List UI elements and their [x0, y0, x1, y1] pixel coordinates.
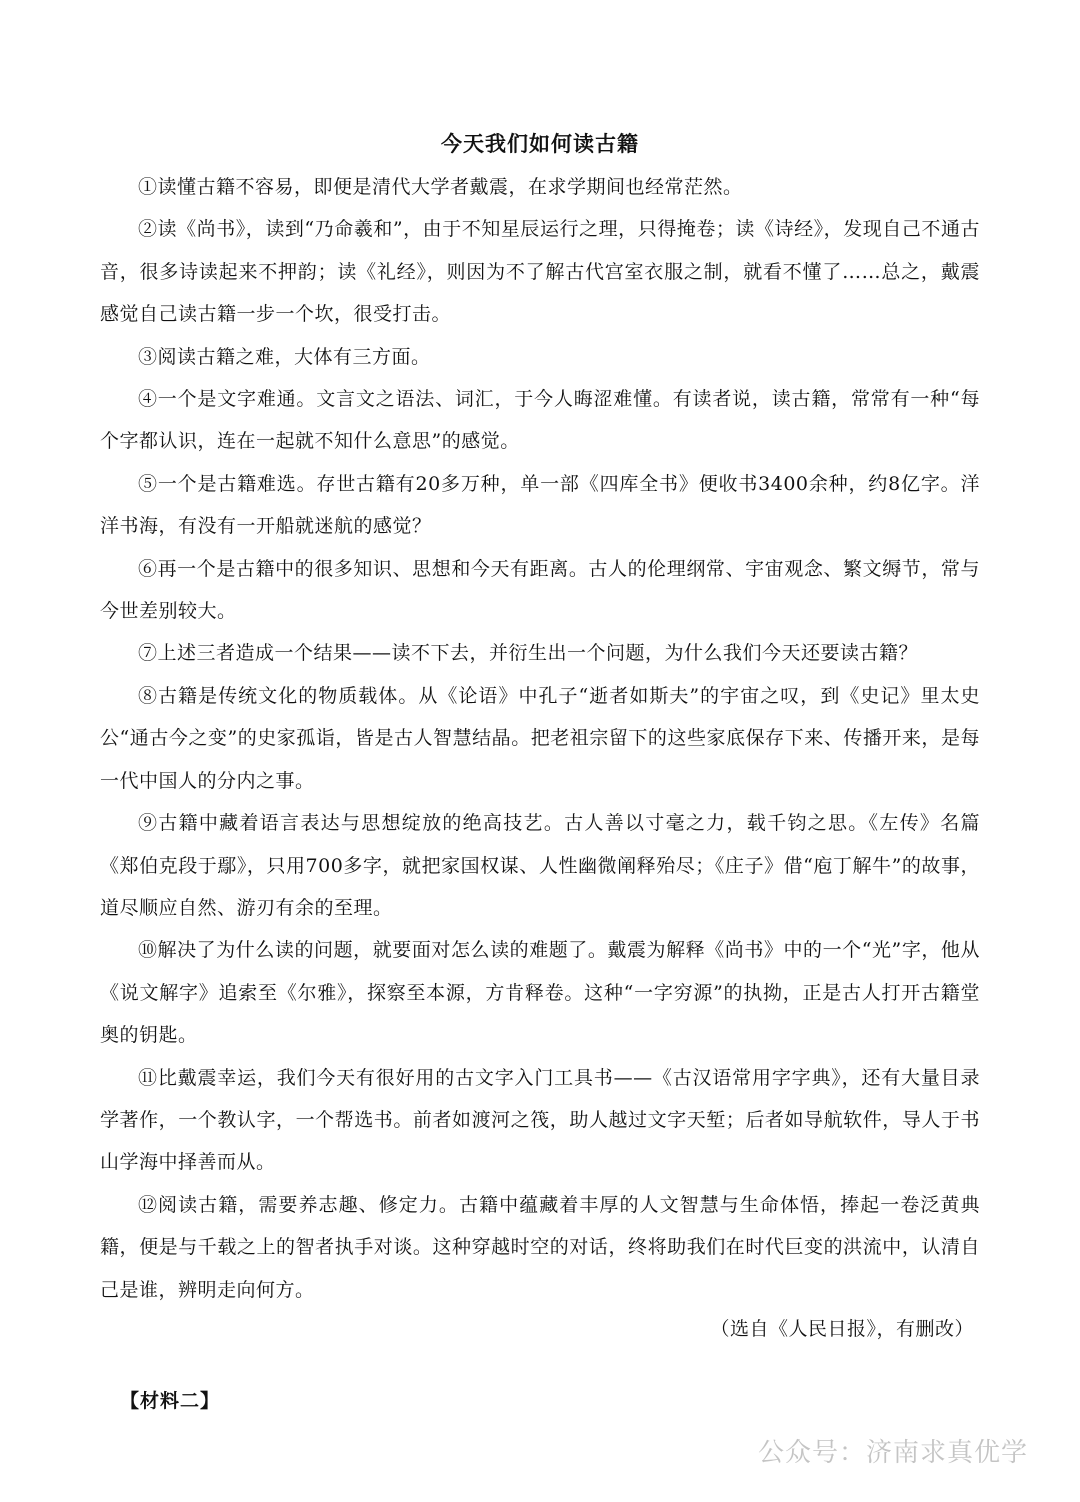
- paragraph-7: ⑦上述三者造成一个结果——读不下去，并衍生出一个问题，为什么我们今天还要读古籍？: [138, 642, 919, 665]
- article-source: （选自《人民日报》，有删改）: [710, 1318, 974, 1340]
- paragraph-2: ②读《尚书》，读到“乃命羲和”，由于不知星辰运行之理，只得掩卷；读《诗经》，发现自己不通古音，很多诗读起来不押韵；读《礼经》，则因为不了解古代宫室衣服之制，就看不懂了……总之，戴震感觉自己读古籍一步一个坎，很受打击。: [100, 218, 980, 326]
- paragraph-9: ⑨古籍中藏着语言表达与思想绽放的绝高技艺。古人善以寸毫之力，载千钧之思。《左传》名篇《郑伯克段于鄢》，只用700多字，就把家国权谋、人性幽微阐释殆尽；《庄子》借“庖丁解牛”的故事，道尽顺应自然、游刃有余的至理。: [100, 812, 980, 919]
- article-body: [100, 166, 980, 1311]
- paragraph-10: ⑩解决了为什么读的问题，就要面对怎么读的难题了。戴震为解释《尚书》中的一个“光”字，他从《说文解字》追索至《尔雅》，探察至本源，方肯释卷。这种“一字穷源”的执拗，正是古人打开古籍堂奥的钥匙。: [100, 939, 980, 1047]
- paragraph-12: ⑫阅读古籍，需要养志趣、修定力。古籍中蕴藏着丰厚的人文智慧与生命体悟，捧起一卷泛黄典籍，便是与千载之上的智者执手对谈。这种穿越时空的对话，终将助我们在时代巨变的洪流中，认清自己是谁，辨明走向何方。: [100, 1193, 980, 1301]
- paragraph-11: ⑪比戴震幸运，我们今天有很好用的古文字入门工具书——《古汉语常用字字典》，还有大量目录学著作，一个教认字，一个帮选书。前者如渡河之筏，助人越过文字天堑；后者如导航软件，导人于书山学海中择善而从。: [100, 1066, 980, 1174]
- watermark: 公众号：济南求真优学: [757, 1438, 1028, 1468]
- paragraph-1: ①读懂古籍不容易，即便是清代大学者戴震，在求学期间也经常茫然。: [138, 176, 743, 198]
- paragraph-6: ⑥再一个是古籍中的很多知识、思想和今天有距离。古人的伦理纲常、宇宙观念、繁文缛节，常与今世差别较大。: [100, 557, 980, 623]
- paragraph-5: ⑤一个是古籍难选。存世古籍有20多万种，单一部《四库全书》便收书3400余种，约8亿字。洋洋书海，有没有一开船就迷航的感觉？: [100, 472, 980, 538]
- paragraph-3: ③阅读古籍之难，大体有三方面。: [138, 345, 431, 368]
- section-heading-material-two: 【材料二】: [120, 1390, 221, 1412]
- article-title: 今天我们如何读古籍: [441, 132, 639, 156]
- paragraph-8: ⑧古籍是传统文化的物质载体。从《论语》中孔子“逝者如斯夫”的宇宙之叹，到《史记》里太史公“通古今之变”的史家孤诣，皆是古人智慧结晶。把老祖宗留下的这些家底保存下来、传播开来，是每一代中国人的分内之事。: [100, 684, 980, 792]
- paragraph-4: ④一个是文字难通。文言文之语法、词汇，于今人晦涩难懂。有读者说，读古籍，常常有一种“每个字都认识，连在一起就不知什么意思”的感觉。: [100, 388, 980, 453]
